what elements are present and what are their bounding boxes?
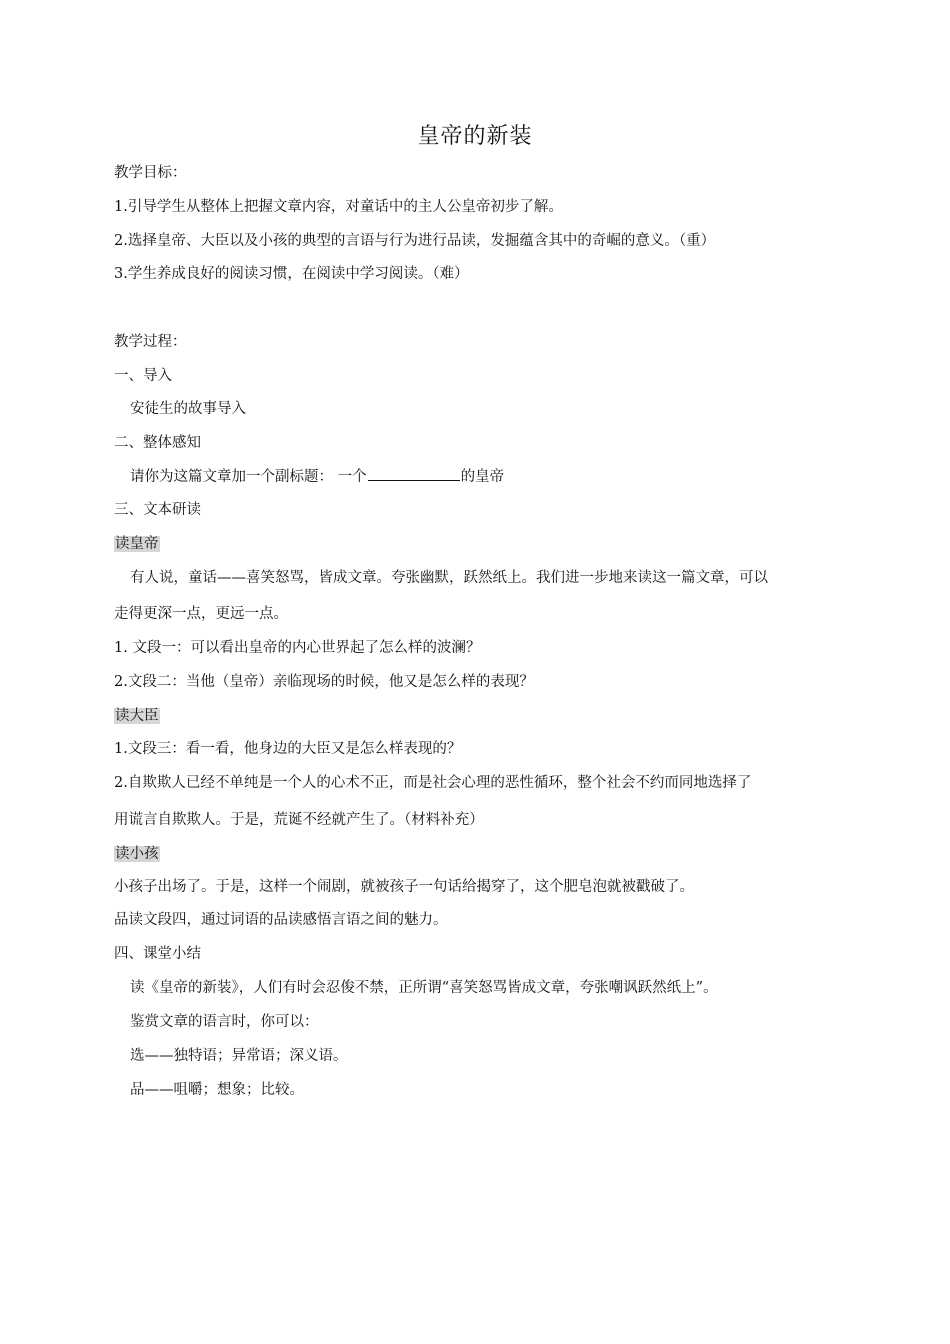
emperor-label: 读皇帝 bbox=[115, 536, 159, 552]
summary-line-2: 鉴赏文章的语言时，你可以： bbox=[130, 1014, 319, 1030]
subtitle-prompt bbox=[130, 465, 860, 488]
minister-label: 读大臣 bbox=[115, 708, 159, 724]
summary-line-3: 选——独特语；异常语；深义语。 bbox=[130, 1048, 348, 1064]
objective-item-1: 1.引导学生从整体上把握文章内容，对童话中的主人公皇帝初步了解。 bbox=[114, 199, 563, 215]
emperor-question-2: 2.文段二：当他（皇帝）亲临现场的时候，他又是怎么样的表现？ bbox=[114, 674, 534, 690]
child-text-line-1: 小孩子出场了。于是，这样一个闹剧，就被孩子一句话给揭穿了，这个肥皂泡就被戳破了。 bbox=[114, 879, 694, 895]
minister-label-row bbox=[114, 705, 844, 727]
emperor-question-1: 1. 文段一：可以看出皇帝的内心世界起了怎么样的波澜？ bbox=[114, 640, 481, 656]
child-label: 读小孩 bbox=[115, 846, 159, 862]
subtitle-prompt-prefix: 请你为这篇文章加一个副标题： 一个 bbox=[130, 469, 367, 485]
process-heading: 教学过程： bbox=[114, 334, 187, 350]
emperor-paragraph-line-2: 走得更深一点，更远一点。 bbox=[114, 606, 288, 622]
minister-question-1: 1.文段三：看一看，他身边的大臣又是怎么样表现的？ bbox=[114, 741, 462, 757]
section-1-heading: 一、导入 bbox=[114, 368, 172, 384]
child-label-row bbox=[114, 843, 844, 865]
section-1-text: 安徒生的故事导入 bbox=[130, 401, 246, 417]
fill-blank bbox=[368, 465, 460, 481]
summary-line-4: 品——咀嚼；想象；比较。 bbox=[130, 1082, 304, 1098]
emperor-label-row bbox=[114, 533, 844, 555]
section-4-heading: 四、课堂小结 bbox=[114, 946, 201, 962]
minister-question-2-line-1: 2.自欺欺人已经不单纯是一个人的心术不正，而是社会心理的恶性循环，整个社会不约而同地选择了 bbox=[114, 775, 752, 791]
minister-question-2-line-2: 用谎言自欺欺人。于是，荒诞不经就产生了。（材料补充） bbox=[114, 812, 484, 828]
emperor-paragraph-line-1: 有人说，童话——喜笑怒骂，皆成文章。夸张幽默，跃然纸上。我们进一步地来读这一篇文章，可以 bbox=[130, 570, 768, 586]
page-title: 皇帝的新装 bbox=[417, 124, 533, 149]
objectives-heading: 教学目标： bbox=[114, 165, 187, 181]
summary-line-1: 读《皇帝的新装》，人们有时会忍俊不禁，正所谓“喜笑怒骂皆成文章，夸张嘲讽跃然纸上”。 bbox=[130, 980, 718, 996]
section-2-heading: 二、整体感知 bbox=[114, 435, 201, 451]
child-text-line-2: 品读文段四，通过词语的品读感悟言语之间的魅力。 bbox=[114, 912, 448, 928]
objective-item-2: 2.选择皇帝、大臣以及小孩的典型的言语与行为进行品读，发掘蕴含其中的奇崛的意义。（重） bbox=[114, 233, 716, 249]
subtitle-prompt-suffix: 的皇帝 bbox=[460, 469, 505, 485]
section-3-heading: 三、文本研读 bbox=[114, 502, 201, 518]
objective-item-3: 3.学生养成良好的阅读习惯，在阅读中学习阅读。（难） bbox=[114, 266, 469, 282]
